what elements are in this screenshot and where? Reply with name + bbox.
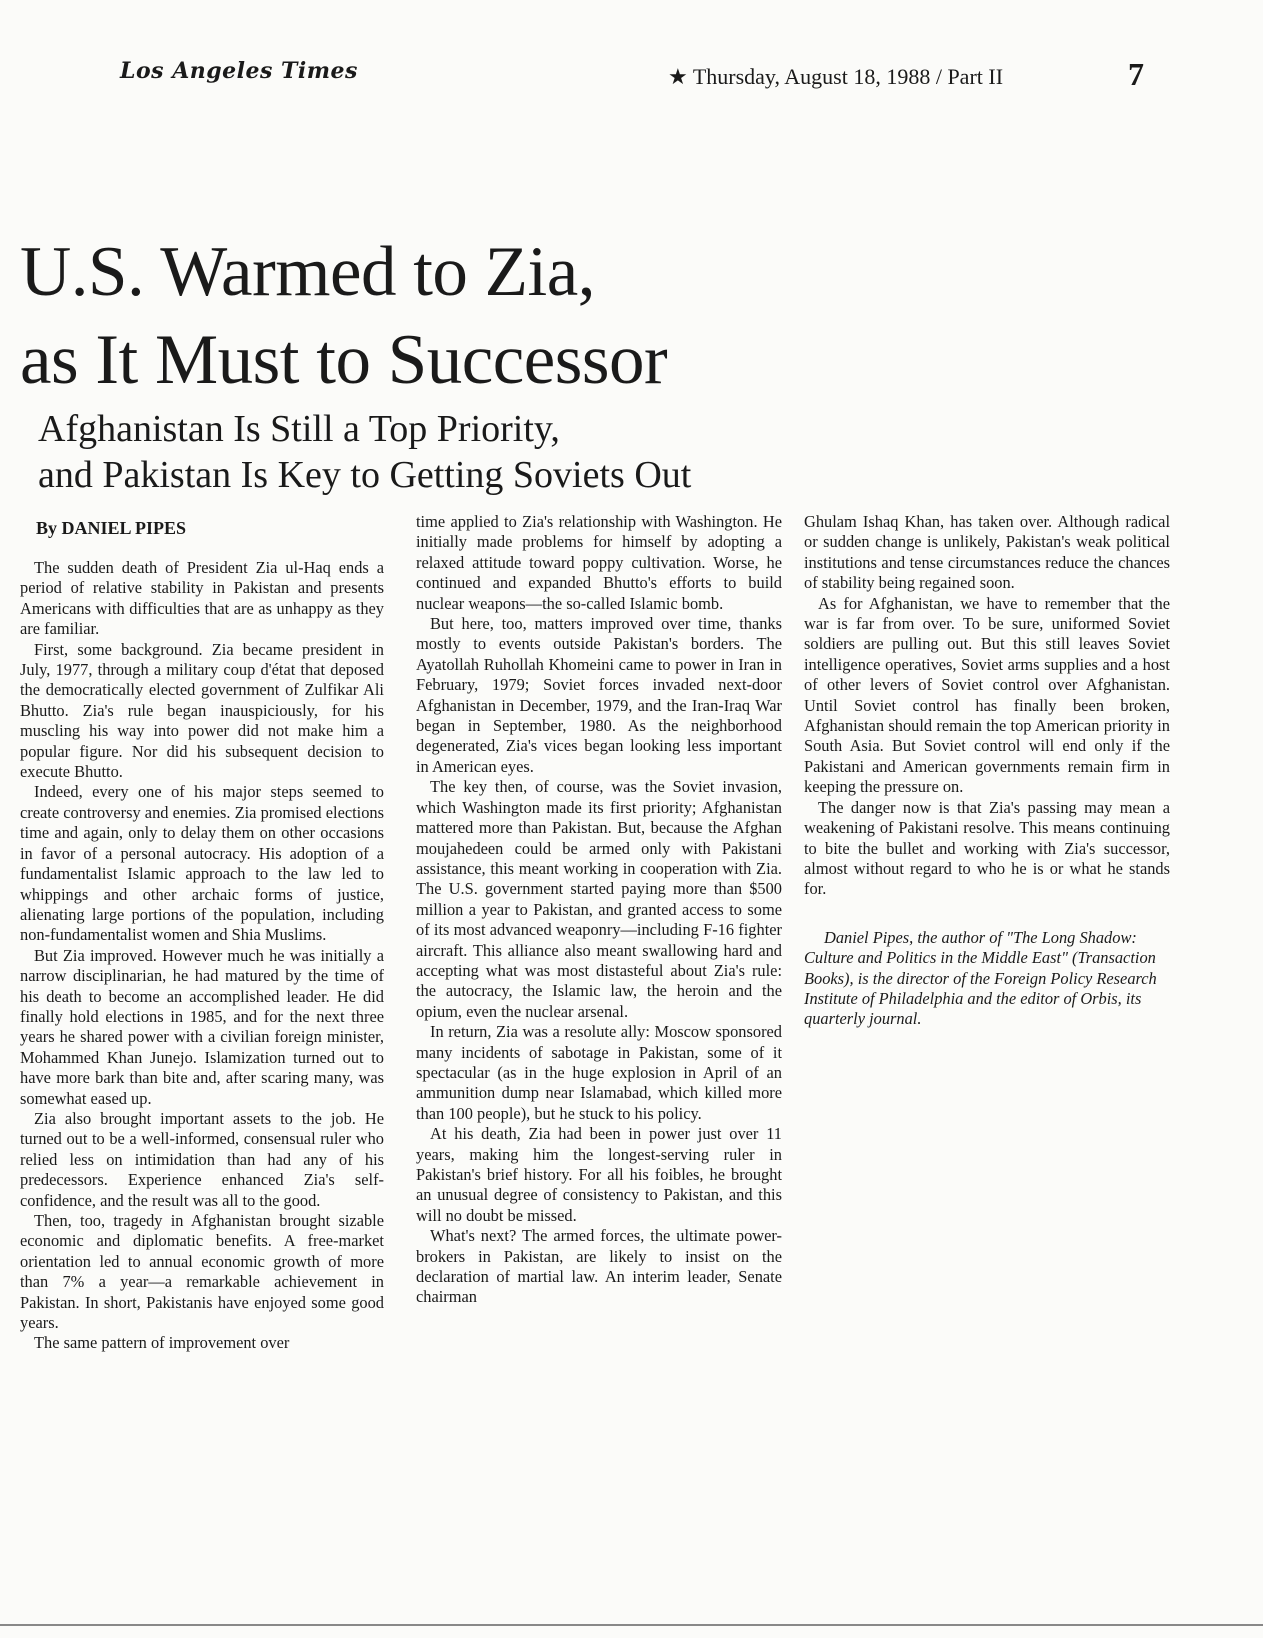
paragraph: Indeed, every one of his major steps seemed to create controversy and enemies. Zia promised elections time and again, only to delay them on other occasions in favor of a personal autocracy. His adoption of a fundamentalist Islamic approach to the law led to whippings and other archaic forms of justice, alienating large portions of the population, including non-fundamentalist women and Shia Muslims. xyxy=(20,782,384,945)
paragraph: Then, too, tragedy in Afghanistan brought sizable economic and diplomatic benefits. A free-market orientation led to annual economic growth of more than 7% a year—a remarkable achievement in Pakistan. In short, Pakistanis have enjoyed some good years. xyxy=(20,1211,384,1333)
article-column-1 xyxy=(20,558,384,1354)
dateline: ★ Thursday, August 18, 1988 / Part II xyxy=(668,64,1004,89)
subhead-line-2: and Pakistan Is Key to Getting Soviets Out xyxy=(38,454,692,496)
author-bio-text: Daniel Pipes, the author of "The Long Shadow: Culture and Politics in the Middle East" (Transaction Books), is the director of the Foreign Policy Research Institute of Philadelphia and the editor of Orbis, its quarterly journal. xyxy=(804,927,1157,1029)
paragraph: But here, too, matters improved over time, thanks mostly to events outside Pakistan's borders. The Ayatollah Ruhollah Khomeini came to power in Iran in February, 1979; Soviet forces invaded next-door Afghanistan in December, 1979, and the Iran-Iraq War began in September, 1980. As the neighborhood degenerated, Zia's vices began looking less important in American eyes. xyxy=(416,614,782,776)
masthead: Los Angeles Times xyxy=(120,58,358,84)
paragraph: In return, Zia was a resolute ally: Moscow sponsored many incidents of sabotage in Pakistan, some of it spectacular (as in the huge explosion in April of an ammunition dump near Islamabad, which killed more than 100 people), but he stuck to his policy. xyxy=(416,1022,782,1123)
paragraph: time applied to Zia's relationship with Washington. He initially made problems for himself by adopting a relaxed attitude toward poppy cultivation. Worse, he continued and expanded Bhutto's efforts to build nuclear weapons—the so-called Islamic bomb. xyxy=(416,512,782,613)
paragraph: But Zia improved. However much he was initially a narrow disciplinarian, he had matured by the time of his death to become an accomplished leader. He did finally hold elections in 1985, and for the next three years he shared power with a civilian foreign minister, Mohammed Khan Junejo. Islamization turned out to have more bark than bite and, after scaring many, was somewhat eased up. xyxy=(20,945,384,1108)
paragraph: The key then, of course, was the Soviet invasion, which Washington made its first priority; Afghanistan mattered more than Pakistan. But, because the Afghan moujahedeen could be armed only with Pakistani assistance, this meant working in cooperation with Zia. The U.S. government started paying more than $500 million a year to Pakistan, and granted access to some of its most advanced weaponry—including F-16 fighter aircraft. This alliance also meant swallowing hard and accepting what was most distasteful about Zia's rule: the autocracy, the Islamic law, the heroin and the opium, even the nuclear arsenal. xyxy=(416,777,782,1021)
article-column-2 xyxy=(416,512,782,1308)
paragraph: The same pattern of improvement over xyxy=(34,1333,290,1353)
paragraph: Zia also brought important assets to the job. He turned out to be a well-informed, consensual ruler who relied less on intimidation than had any of his predecessors. Experience enhanced Zia's self-confidence, and the result was all to the good. xyxy=(20,1108,384,1210)
subheadline xyxy=(38,406,778,498)
headline-line-1: U.S. Warmed to Zia, xyxy=(20,233,596,311)
paragraph: First, some background. Zia became president in July, 1977, through a military coup d'état that deposed the democratically elected government of Zulfikar Ali Bhutto. Zia's rule began inauspiciously, for his muscling his way into power did not make him a popular figure. Nor did his subsequent decision to execute Bhutto. xyxy=(20,639,384,782)
headline xyxy=(20,228,780,404)
article-column-3 xyxy=(804,512,1170,1030)
author-bio xyxy=(804,928,1170,1030)
paragraph: As for Afghanistan, we have to remember that the war is far from over. To be sure, uniformed Soviet soldiers are pulling out. But this still leaves Soviet intelligence operatives, Soviet arms supplies and a host of other levers of Soviet control over Afghanistan. Until Soviet control has finally been broken, Afghanistan should remain the top American priority in South Asia. But Soviet control will end only if the Pakistani and American governments remain firm in keeping the pressure on. xyxy=(804,593,1170,797)
paragraph: At his death, Zia had been in power just over 11 years, making him the longest-serving ruler in Pakistan's brief history. For all his foibles, he brought an unusual degree of consistency to Pakistan, and this will no doubt be missed. xyxy=(416,1124,782,1225)
subhead-line-1: Afghanistan Is Still a Top Priority, xyxy=(38,408,560,450)
bottom-rule xyxy=(0,1624,1263,1626)
page-number: 7 xyxy=(1128,56,1144,92)
paragraph: Ghulam Ishaq Khan, has taken over. Although radical or sudden change is unlikely, Pakistan's weak political institutions and tense circumstances reduce the chances of stability being regained soon. xyxy=(804,512,1170,593)
byline: By DANIEL PIPES xyxy=(36,518,187,538)
paragraph: What's next? The armed forces, the ultimate power-brokers in Pakistan, are likely to insist on the declaration of martial law. An interim leader, Senate chairman xyxy=(416,1226,782,1307)
paragraph: The danger now is that Zia's passing may mean a weakening of Pakistani resolve. This means continuing to bite the bullet and working with Zia's successor, almost without regard to who he is or what he stands for. xyxy=(804,797,1170,899)
paragraph: The sudden death of President Zia ul-Haq ends a period of relative stability in Pakistan and presents Americans with difficulties that are as unhappy as they are familiar. xyxy=(20,558,384,639)
headline-line-2: as It Must to Successor xyxy=(20,321,668,399)
